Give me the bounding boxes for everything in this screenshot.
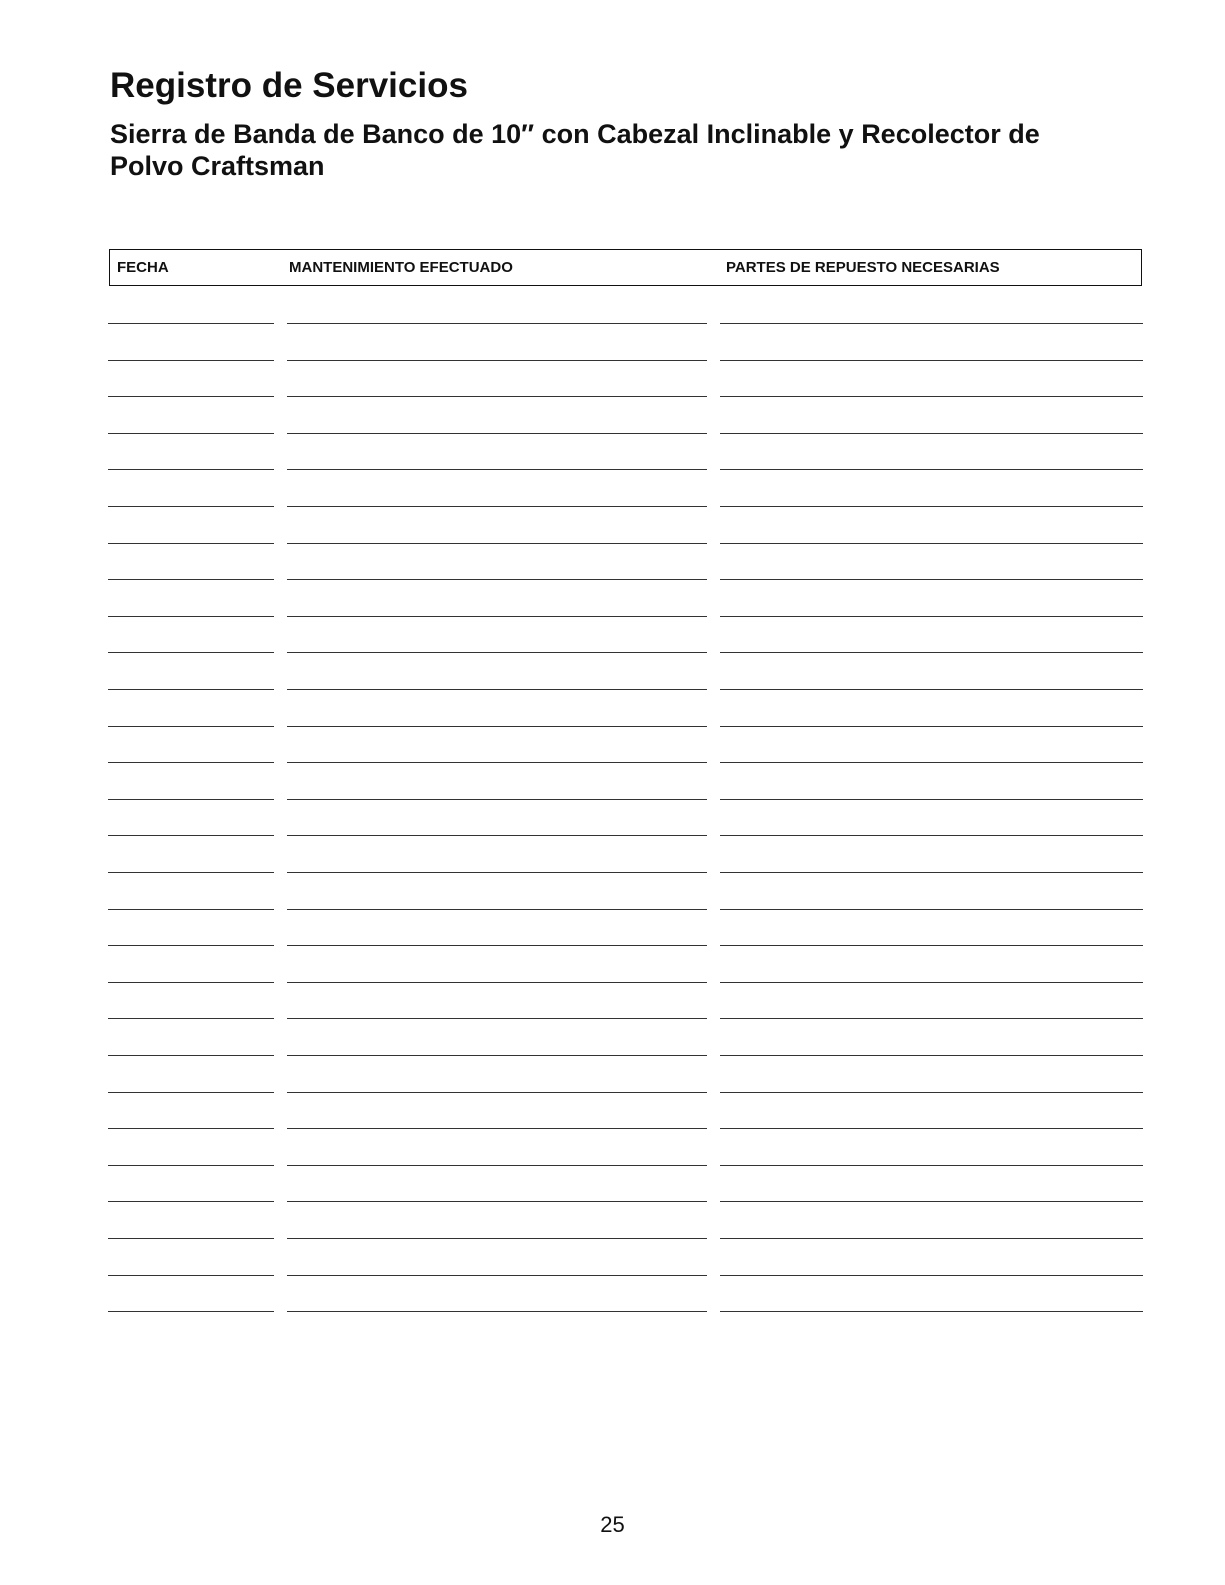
fecha-line bbox=[108, 945, 274, 946]
fecha-line bbox=[108, 835, 274, 836]
partes-line bbox=[720, 909, 1143, 910]
mantenimiento-line bbox=[287, 616, 707, 617]
mantenimiento-line bbox=[287, 506, 707, 507]
mantenimiento-line bbox=[287, 835, 707, 836]
mantenimiento-line bbox=[287, 323, 707, 324]
partes-line bbox=[720, 1165, 1143, 1166]
page-title: Registro de Servicios bbox=[110, 66, 468, 105]
mantenimiento-line bbox=[287, 1018, 707, 1019]
mantenimiento-line bbox=[287, 945, 707, 946]
fecha-line bbox=[108, 1055, 274, 1056]
mantenimiento-line bbox=[287, 762, 707, 763]
page-number: 25 bbox=[600, 1512, 625, 1537]
fecha-line bbox=[108, 1238, 274, 1239]
mantenimiento-line bbox=[287, 1092, 707, 1093]
mantenimiento-line bbox=[287, 1311, 707, 1312]
mantenimiento-line bbox=[287, 396, 707, 397]
fecha-line bbox=[108, 616, 274, 617]
mantenimiento-line bbox=[287, 689, 707, 690]
page-subtitle: Sierra de Banda de Banco de 10″ con Cabezal Inclinable y Recolector de Polvo Craftsman bbox=[110, 119, 1040, 181]
partes-line bbox=[720, 652, 1143, 653]
partes-line bbox=[720, 945, 1143, 946]
partes-line bbox=[720, 1128, 1143, 1129]
partes-line bbox=[720, 579, 1143, 580]
mantenimiento-line bbox=[287, 872, 707, 873]
fecha-line bbox=[108, 323, 274, 324]
mantenimiento-line bbox=[287, 1128, 707, 1129]
mantenimiento-line bbox=[287, 982, 707, 983]
partes-line bbox=[720, 1055, 1143, 1056]
mantenimiento-line bbox=[287, 543, 707, 544]
partes-line bbox=[720, 1311, 1143, 1312]
mantenimiento-line bbox=[287, 1055, 707, 1056]
partes-line bbox=[720, 1201, 1143, 1202]
fecha-line bbox=[108, 689, 274, 690]
partes-line bbox=[720, 1018, 1143, 1019]
partes-line bbox=[720, 506, 1143, 507]
partes-line bbox=[720, 433, 1143, 434]
fecha-line bbox=[108, 360, 274, 361]
partes-line bbox=[720, 1092, 1143, 1093]
fecha-line bbox=[108, 762, 274, 763]
partes-line bbox=[720, 543, 1143, 544]
partes-line bbox=[720, 323, 1143, 324]
header-mantenimiento: MANTENIMIENTO EFECTUADO bbox=[289, 259, 513, 276]
partes-line bbox=[720, 396, 1143, 397]
partes-line bbox=[720, 835, 1143, 836]
mantenimiento-line bbox=[287, 469, 707, 470]
mantenimiento-line bbox=[287, 726, 707, 727]
fecha-line bbox=[108, 982, 274, 983]
fecha-line bbox=[108, 909, 274, 910]
mantenimiento-line bbox=[287, 652, 707, 653]
partes-line bbox=[720, 1275, 1143, 1276]
mantenimiento-line bbox=[287, 1165, 707, 1166]
header-fecha: FECHA bbox=[117, 259, 169, 276]
fecha-line bbox=[108, 1165, 274, 1166]
partes-line bbox=[720, 799, 1143, 800]
fecha-line bbox=[108, 1201, 274, 1202]
fecha-line bbox=[108, 579, 274, 580]
fecha-line bbox=[108, 1128, 274, 1129]
partes-line bbox=[720, 762, 1143, 763]
partes-line bbox=[720, 1238, 1143, 1239]
mantenimiento-line bbox=[287, 360, 707, 361]
partes-line bbox=[720, 982, 1143, 983]
mantenimiento-line bbox=[287, 799, 707, 800]
fecha-line bbox=[108, 1311, 274, 1312]
fecha-line bbox=[108, 726, 274, 727]
fecha-line bbox=[108, 396, 274, 397]
fecha-line bbox=[108, 506, 274, 507]
mantenimiento-line bbox=[287, 1275, 707, 1276]
mantenimiento-line bbox=[287, 909, 707, 910]
fecha-line bbox=[108, 1018, 274, 1019]
header-partes: PARTES DE REPUESTO NECESARIAS bbox=[726, 259, 1000, 276]
fecha-line bbox=[108, 1275, 274, 1276]
fecha-line bbox=[108, 1092, 274, 1093]
partes-line bbox=[720, 872, 1143, 873]
mantenimiento-line bbox=[287, 433, 707, 434]
fecha-line bbox=[108, 872, 274, 873]
partes-line bbox=[720, 616, 1143, 617]
mantenimiento-line bbox=[287, 1201, 707, 1202]
fecha-line bbox=[108, 799, 274, 800]
partes-line bbox=[720, 469, 1143, 470]
partes-line bbox=[720, 360, 1143, 361]
fecha-line bbox=[108, 652, 274, 653]
partes-line bbox=[720, 689, 1143, 690]
partes-line bbox=[720, 726, 1143, 727]
mantenimiento-line bbox=[287, 579, 707, 580]
table-header bbox=[109, 249, 1142, 286]
fecha-line bbox=[108, 543, 274, 544]
fecha-line bbox=[108, 433, 274, 434]
fecha-line bbox=[108, 469, 274, 470]
mantenimiento-line bbox=[287, 1238, 707, 1239]
